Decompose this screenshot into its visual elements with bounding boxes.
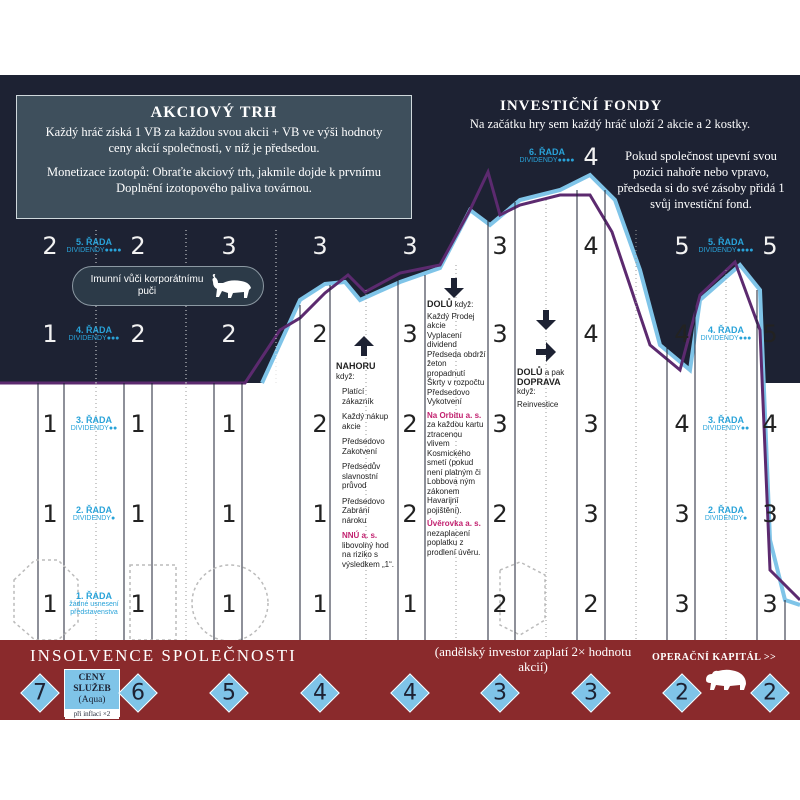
grid-cell-row1-9: 3 (762, 590, 778, 618)
up-item-3: Předsedovo Zakotvení (342, 437, 385, 456)
service-price-box (64, 669, 120, 717)
up-item-5: Předsedovo Zabrání nároku (342, 496, 385, 525)
grid-cell-row5-3: 3 (221, 232, 237, 260)
down-small-arrow-icon (534, 308, 558, 332)
row2-dividends: DIVIDENDY● (72, 515, 116, 522)
grid-cell-row5-2: 2 (130, 232, 146, 260)
grid-cell-row2-2: 1 (130, 500, 146, 528)
service-title: CENY SLUŽEB (73, 673, 111, 694)
down-item-1: Každý Prodej akcie (427, 311, 475, 330)
right-arrow-icon (534, 340, 558, 364)
grid-cell-row3-4: 2 (312, 410, 328, 438)
row5-label-right: 5. ŘADA (707, 237, 744, 247)
immune-text: Imunní vůči korporátnímu puči (90, 274, 204, 297)
downright-item-1: Reinvestice (517, 399, 559, 409)
row1-label: 1. ŘADA (75, 591, 112, 601)
row4-tag-left (69, 325, 120, 343)
grid-cell-row1-1: 1 (42, 590, 58, 618)
downright-title1: DOLŮ (517, 367, 543, 377)
row5-dividends-right: DIVIDENDY●●●● (698, 247, 754, 254)
row4-dividends-right: DIVIDENDY●●● (700, 335, 752, 342)
insolvency-value-2: 6 (131, 680, 145, 706)
grid-cell-row2-3: 1 (221, 500, 237, 528)
grid-cell-row1-3: 1 (221, 590, 237, 618)
downright-and: a pak (544, 368, 565, 377)
grid-cell-row1-6: 2 (492, 590, 508, 618)
stock-market-panel (16, 95, 412, 219)
row3-dividends: DIVIDENDY●● (70, 425, 118, 432)
grid-cell-row4-6: 3 (492, 320, 508, 348)
bear-icon (704, 666, 748, 692)
row2-dividends-right: DIVIDENDY● (704, 515, 748, 522)
grid-cell-row5-4: 3 (312, 232, 328, 260)
downright-title2: DOPRAVA (517, 376, 561, 387)
down-arrow-icon (442, 276, 466, 300)
down-when: když: (454, 300, 474, 309)
downright-when: když: (517, 387, 536, 396)
grid-cell-row4-9: 5 (762, 320, 778, 348)
row4-label-right: 4. ŘADA (707, 325, 744, 335)
grid-cell-row1-7: 2 (583, 590, 599, 618)
row1-tag-left (65, 591, 123, 617)
up-item-4: Předsedův slavnostní průvod (342, 462, 381, 490)
row5-label: 5. ŘADA (75, 237, 112, 247)
down-special2-name: Úvěrovka a. s. (427, 519, 481, 528)
service-note: při inflaci ×2 (65, 709, 119, 719)
row2-tag-left (73, 505, 115, 523)
row3-dividends-right: DIVIDENDY●● (702, 425, 750, 432)
up-info (336, 362, 394, 569)
grid-cell-row2-8: 3 (674, 500, 690, 528)
grid-cell-row3-3: 1 (221, 410, 237, 438)
up-title: NAHORU (336, 361, 376, 371)
down-info (427, 300, 487, 557)
grid-cell-row3-2: 1 (130, 410, 146, 438)
up-when: když: (336, 371, 355, 381)
service-sub: (Aqua) (78, 695, 106, 705)
up-item-1: Platící zákazník (342, 387, 374, 406)
down-item-2: Vyplacení dividend (427, 330, 462, 349)
grid-cell-row3-9: 4 (762, 410, 778, 438)
immune-pill (72, 266, 264, 306)
grid-cell-row5-5: 3 (402, 232, 418, 260)
grid-cell-row3-7: 3 (583, 410, 599, 438)
grid-cell-row5-6: 3 (492, 232, 508, 260)
row4-dividends: DIVIDENDY●●● (68, 335, 120, 342)
down-special2-text: nezaplacení poplatku z prodlení úvěru. (427, 528, 481, 557)
row2-label: 2. ŘADA (75, 505, 113, 515)
grid-cell-row2-4: 1 (312, 500, 328, 528)
insolvency-value-1: 7 (33, 680, 47, 706)
grid-cell-row2-6: 2 (492, 500, 508, 528)
insolvency-value-5: 4 (403, 680, 417, 706)
row5-tag-left (66, 237, 121, 255)
grid-cell-row1-2: 1 (130, 590, 146, 618)
row6-label: 6. ŘADA (528, 147, 565, 157)
grid-cell-row3-5: 2 (402, 410, 418, 438)
insolvency-title: INSOLVENCE SPOLEČNOSTI (30, 646, 297, 665)
grid-cell-row2-9: 3 (762, 500, 778, 528)
row6-dividends: DIVIDENDY●●●● (519, 157, 575, 164)
grid-cell-row5-7: 4 (583, 232, 599, 260)
grid-cell-row5-9: 5 (762, 232, 778, 260)
grid-cell-row4-8: 4 (674, 320, 690, 348)
row3-label-right: 3. ŘADA (707, 415, 745, 425)
stock-market-text1: Každý hráč získá 1 VB za každou svou akcii + VB ve výši hodnoty ceny akcií společnosti, v níž je předsedou. (45, 125, 383, 155)
operating-capital-label: OPERAČNÍ KAPITÁL >> (652, 652, 777, 663)
row2-tag-right (705, 505, 747, 523)
up-arrow-icon (352, 334, 376, 358)
insolvency-note: (andělský investor zaplatí 2× hodnotu akcií) (434, 644, 632, 674)
insolvency-value-4: 4 (313, 680, 327, 706)
row4-tag-right (701, 325, 752, 343)
up-item-2: Každý nákup akcie (342, 412, 389, 431)
down-item-5: Předsedovo Vykotvení (427, 387, 470, 406)
downright-info (517, 368, 577, 409)
down-special1-text: za každou kartu ztracenou vlivem Kosmického smetí (pokud není platným či Lobbova ným zákonem Havarijní pojištění). (427, 420, 484, 515)
grid-cell-row3-6: 3 (492, 410, 508, 438)
down-title: DOLŮ (427, 299, 453, 309)
grid-cell-row1-5: 1 (402, 590, 418, 618)
row3-tag-right (703, 415, 750, 433)
grid-cell-row5-8: 5 (674, 232, 690, 260)
grid-cell-row4-3: 2 (221, 320, 237, 348)
row5-dividends: DIVIDENDY●●●● (66, 247, 122, 254)
grid-cell-row4-2: 2 (130, 320, 146, 348)
insolvency-value-9: 2 (763, 680, 777, 706)
grid-cell-row4-5: 3 (402, 320, 418, 348)
investment-funds-note: Pokud společnost upevní svou pozici nahoře nebo vpravo, předseda si do své zásoby přidá 1 svůj investiční fond. (617, 149, 785, 211)
grid-cell-row4-4: 2 (312, 320, 328, 348)
insolvency-value-8: 2 (675, 680, 689, 706)
grid-cell-row5-1: 2 (42, 232, 58, 260)
insolvency-value-7: 3 (584, 680, 598, 706)
grid-top6: 4 (583, 143, 599, 171)
grid-cell-row1-4: 1 (312, 590, 328, 618)
grid-cell-row4-1: 1 (42, 320, 58, 348)
stock-market-text2: Monetizace izotopů: Obraťte akciový trh, jakmile dojde k prvnímu Doplnění izotopového paliva továrnou. (46, 165, 382, 195)
grid-cell-row3-8: 4 (674, 410, 690, 438)
down-item-4: Škrty v rozpočtu (427, 378, 485, 387)
grid-cell-row2-7: 3 (583, 500, 599, 528)
grid-cell-row4-7: 4 (583, 320, 599, 348)
grid-cell-row1-8: 3 (674, 590, 690, 618)
row6-tag (519, 147, 574, 165)
investment-funds-subtitle: Na začátku hry sem každý hráč uloží 2 akcie a 2 kostky. (469, 117, 751, 131)
grid-cell-row3-1: 1 (42, 410, 58, 438)
row3-tag-left (71, 415, 118, 433)
insolvency-value-6: 3 (493, 680, 507, 706)
down-special1-name: Na Orbitu a. s. (427, 410, 482, 420)
row3-label: 3. ŘADA (75, 415, 113, 425)
up-special-name: NNÚ a. s. (342, 531, 378, 540)
row2-label-right: 2. ŘADA (707, 505, 745, 515)
bull-icon (209, 274, 255, 300)
up-special-text: libovolný hod na riziko s výsledkem „1“. (342, 540, 395, 569)
grid-cell-row2-1: 1 (42, 500, 58, 528)
stock-market-title: AKCIOVÝ TRH (150, 104, 278, 121)
row4-label: 4. ŘADA (75, 325, 112, 335)
insolvency-value-3: 5 (222, 680, 236, 706)
grid-cell-row2-5: 2 (402, 500, 418, 528)
row1-no-resolutions: žádné usnesení představenstva (69, 601, 119, 616)
investment-funds-title: INVESTIČNÍ FONDY (500, 98, 663, 114)
down-item-3: Předseda obdrží žeton propadnutí (427, 349, 486, 378)
row5-tag-right (698, 237, 753, 255)
